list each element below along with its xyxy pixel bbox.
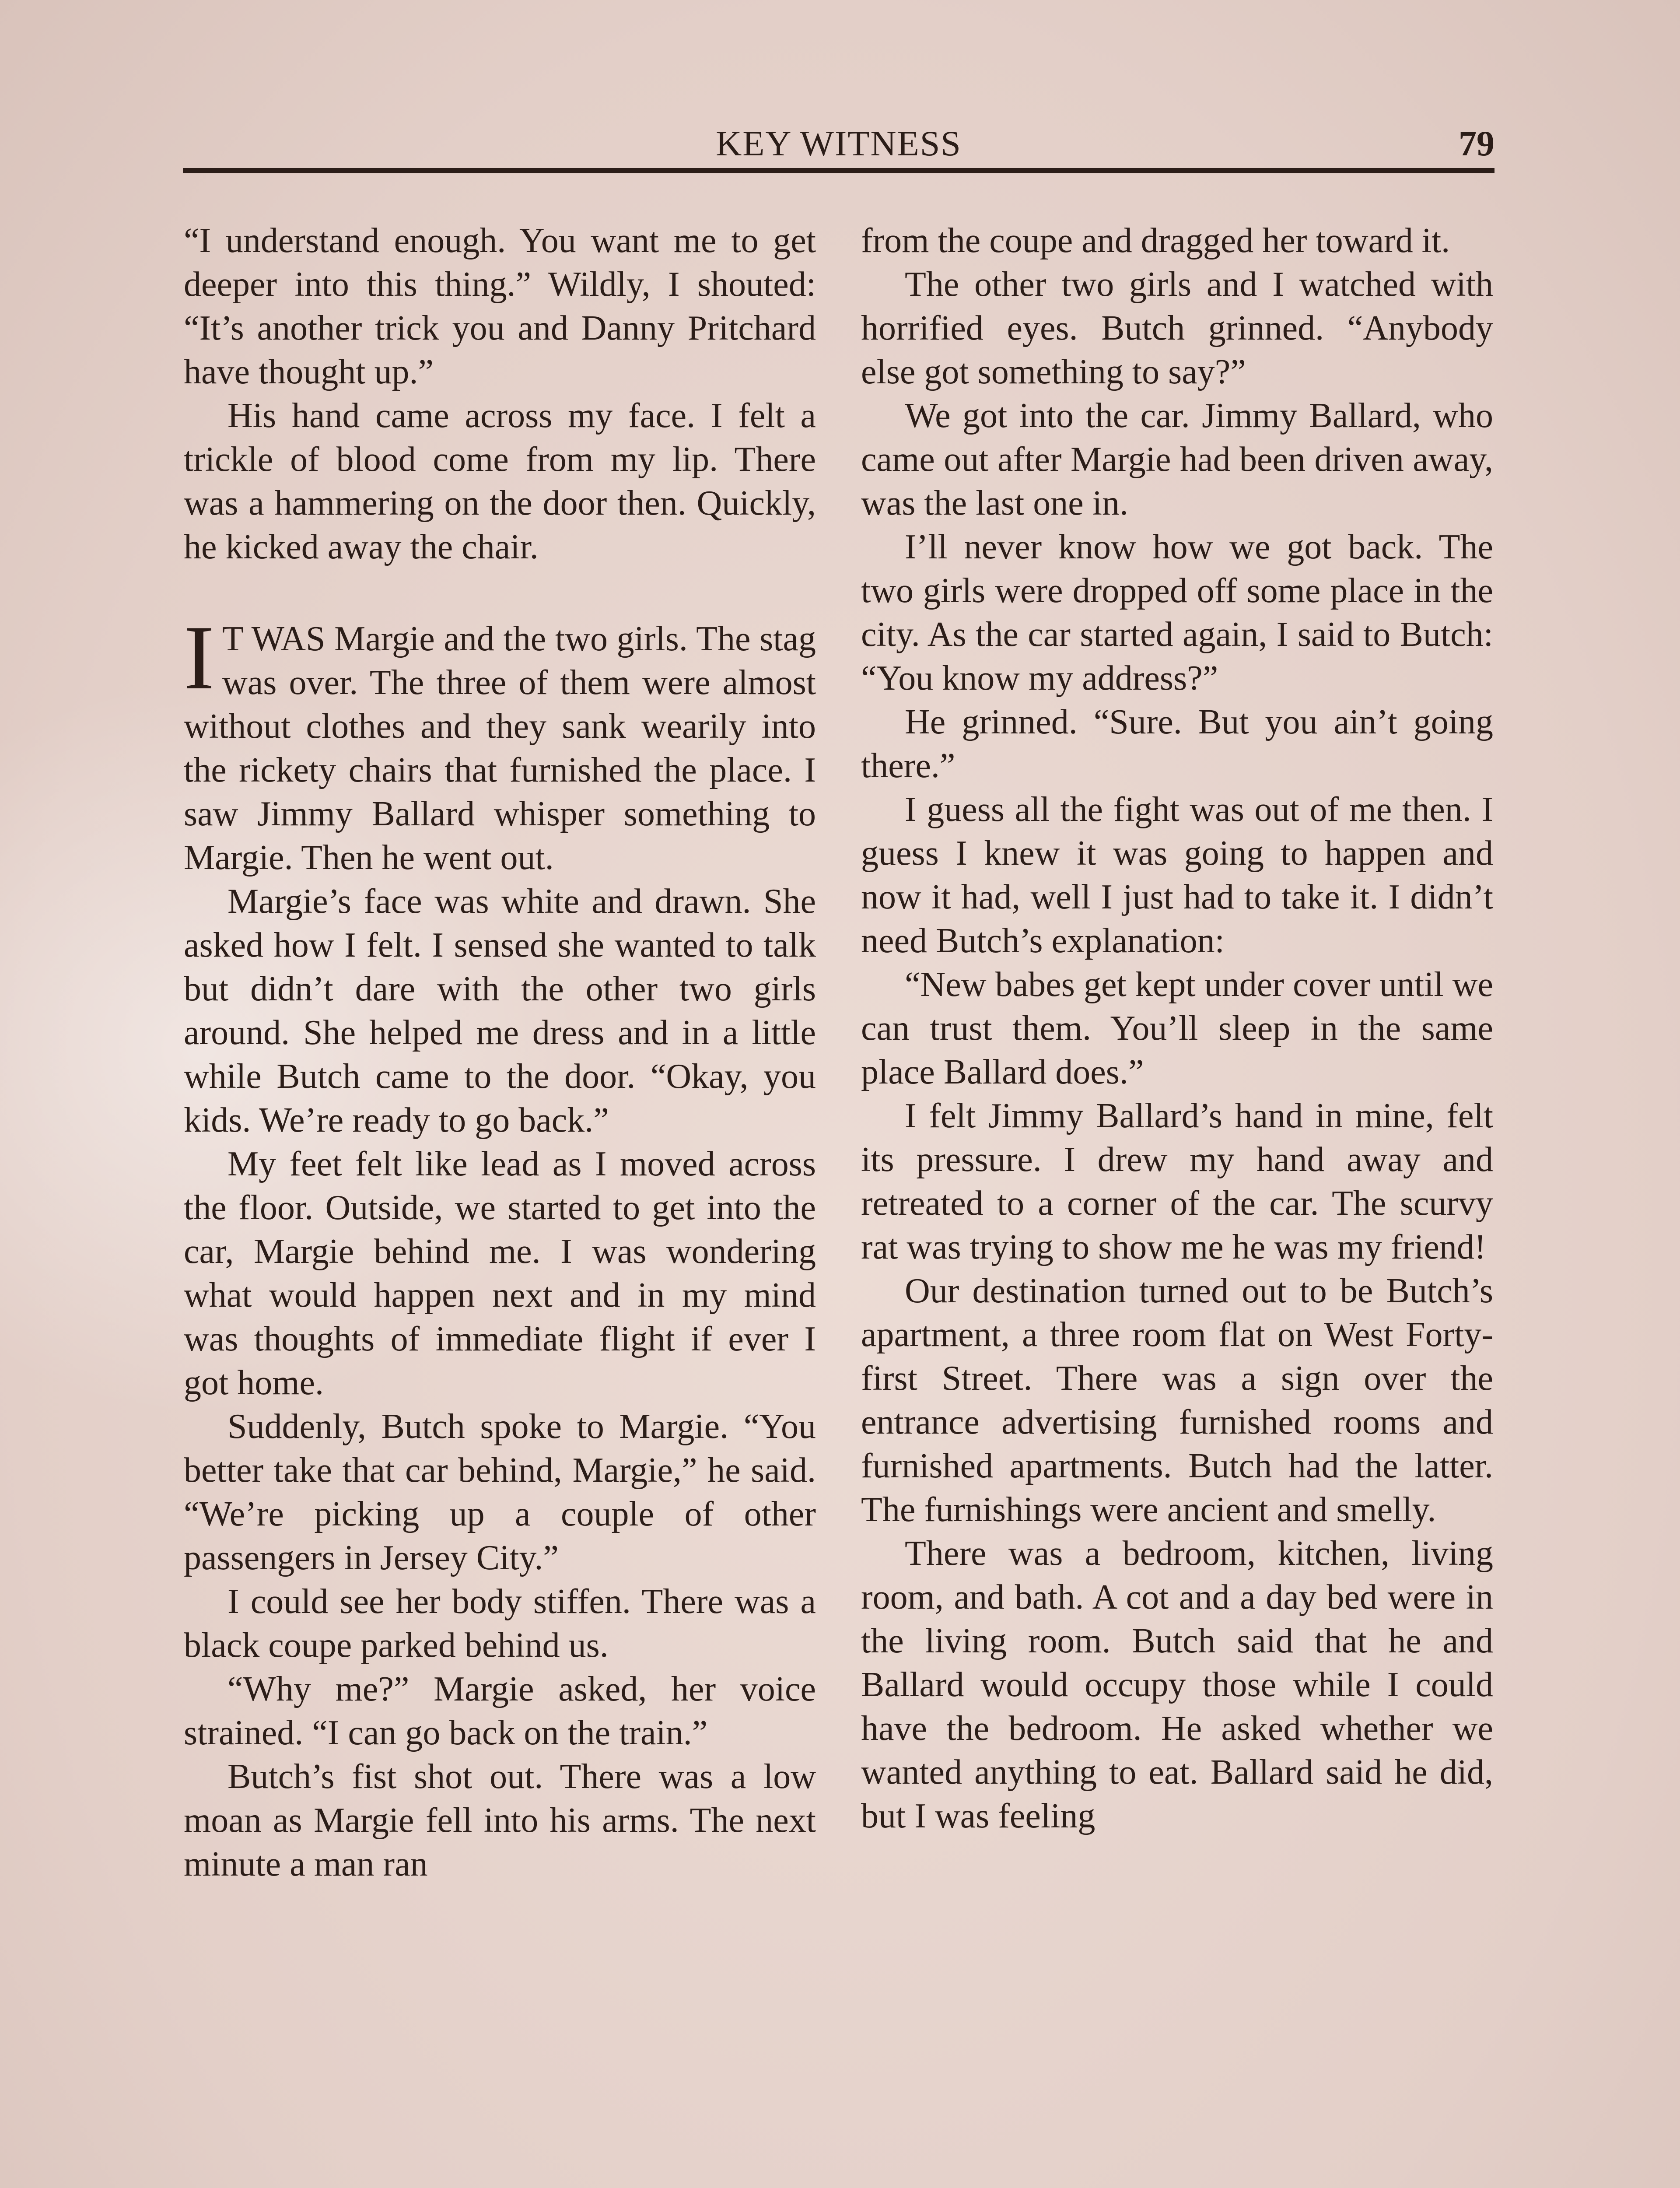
paragraph: “New babes get kept under cover until we can trust them. You’ll sleep in the same place Ballard does.” (861, 965, 1493, 1091)
section-opening-text: T WAS Margie and the two girls. The stag was over. The three of them were almost without clothes and they sank wearily into the rickety chairs that furnished the place. I saw Jimmy Ballard whisper something to Margie. Then he went out. (184, 620, 816, 877)
paragraph: “Why me?” Margie asked, her voice strained. “I can go back on the train.” (184, 1670, 816, 1752)
paragraph: “I understand enough. You want me to get deeper into this thing.” Wildly, I shouted: “It’s another trick you and Danny Pritchard have thought up.” (184, 221, 816, 391)
paragraph: I felt Jimmy Ballard’s hand in mine, felt its pressure. I drew my hand away and retreated to a corner of the car. The scurvy rat was trying to show me he was my friend! (861, 1097, 1493, 1266)
page-number: 79 (1459, 123, 1494, 163)
paragraph: I could see her body stiffen. There was a black coupe parked behind us. (184, 1582, 816, 1665)
paragraph: His hand came across my face. I felt a trickle of blood come from my lip. There was a hammering on the door then. Quickly, he kicked away the chair. (184, 396, 816, 566)
drop-cap: I (184, 607, 214, 708)
paragraph: I’ll never know how we got back. The two girls were dropped off some place in the city. As the car started again, I said to Butch: “You know my address?” (861, 528, 1493, 698)
paragraph: My feet felt like lead as I moved across the floor. Outside, we started to get into the car, Margie behind me. I was wondering what would happen next and in my mind was thoughts of immediate flight if ever I got home. (184, 1145, 816, 1402)
paragraph: He grinned. “Sure. But you ain’t going there.” (861, 703, 1493, 785)
section-opening-paragraph (184, 607, 816, 880)
page-header (183, 117, 1494, 174)
paragraph: Our destination turned out to be Butch’s apartment, a three room flat on West Forty-first Street. There was a sign over the entrance advertising furnished rooms and furnished apartments. Butch had the latter. The furnishings were ancient and smelly. (861, 1272, 1493, 1529)
paragraph: Suddenly, Butch spoke to Margie. “You better take that car behind, Margie,” he said. “We’re picking up a couple of other passengers in Jersey City.” (184, 1407, 816, 1577)
running-title: KEY WITNESS (716, 123, 962, 163)
right-column (861, 219, 1493, 1838)
header-rule (183, 168, 1494, 173)
paragraph: We got into the car. Jimmy Ballard, who came out after Margie had been driven away, was the last one in. (861, 396, 1493, 522)
paragraph: There was a bedroom, kitchen, living room, and bath. A cot and a day bed were in the living room. Butch said that he and Ballard would occupy those while I could have the bedroom. He asked whether we wanted anything to eat. Ballard said he did, but I was feeling (861, 1534, 1493, 1835)
paragraph: Butch’s fist shot out. There was a low moan as Margie fell into his arms. The next minute a man ran (184, 1757, 816, 1883)
paragraph: Margie’s face was white and drawn. She asked how I felt. I sensed she wanted to talk but didn’t dare with the other two girls around. She helped me dress and in a little while Butch came to the door. “Okay, you kids. We’re ready to go back.” (184, 882, 816, 1140)
paragraph: I guess all the fight was out of me then. I guess I knew it was going to happen and now it had, well I just had to take it. I didn’t need Butch’s explanation: (861, 790, 1493, 960)
left-column (184, 219, 816, 1886)
paragraph: The other two girls and I watched with horrified eyes. Butch grinned. “Anybody else got something to say?” (861, 265, 1493, 391)
paragraph: from the coupe and dragged her toward it. (861, 221, 1450, 260)
